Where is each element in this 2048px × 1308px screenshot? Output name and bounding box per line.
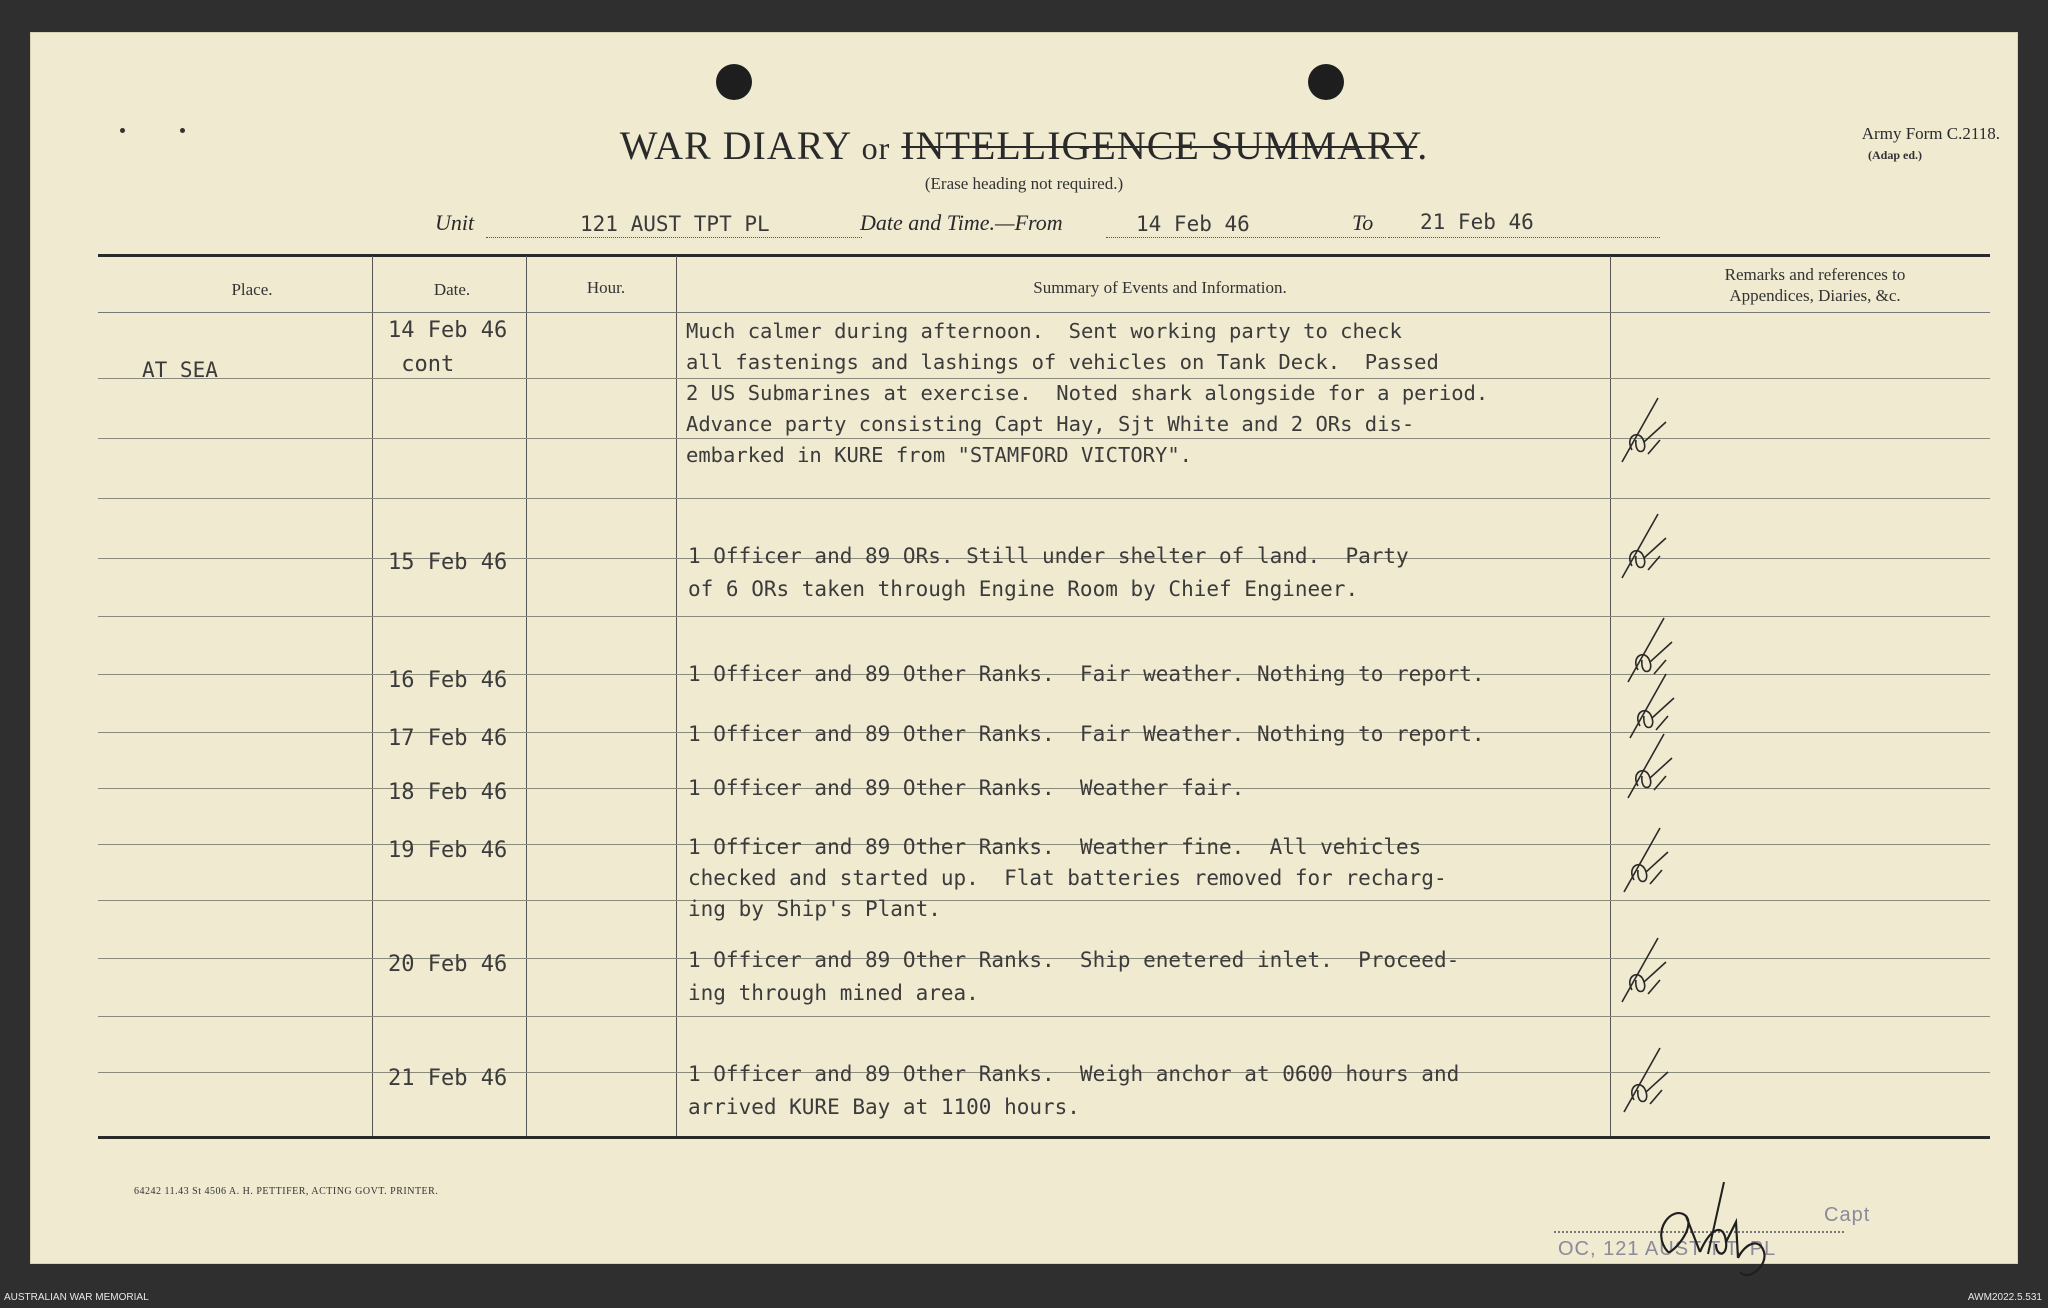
column-header-place: Place. — [231, 280, 273, 299]
footer-right: AWM2022.5.531 — [1967, 1292, 2042, 1303]
entry-date: 14 Feb 46 cont — [388, 318, 508, 377]
entry-date: 15 Feb 46 — [388, 550, 508, 575]
column-header-hour: Hour. — [586, 278, 626, 297]
entry-summary: 1 Officer and 89 Other Ranks. Ship enetered inlet. Proceed- ing through mined area. — [688, 948, 1460, 1005]
column-divider — [372, 256, 373, 1136]
entry-summary: 1 Officer and 89 Other Ranks. Weigh anchor at 0600 hours and arrived KURE Bay at 1100 hours. — [688, 1062, 1460, 1119]
unit-label: Unit — [435, 210, 475, 235]
handwritten-initials — [1620, 728, 1680, 808]
entry-summary: Much calmer during afternoon. Sent working party to check all fastenings and lashings of vehicles on Tank Deck. Passed 2 US Submarines at exercise. Noted shark alongside for a period. Advance party consisting Capt Hay, Sjt White and 2 ORs dis- embarked in KURE from "STAMFORD VICTORY". — [686, 319, 1489, 467]
entry-summary: 1 Officer and 89 Other Ranks. Fair Weather. Nothing to report. — [688, 722, 1485, 746]
table-top-rule — [98, 254, 1990, 257]
entry-date: 18 Feb 46 — [388, 780, 508, 805]
war-diary-sheet — [30, 32, 2018, 1264]
page-title: WAR DIARY or INTELLIGENCE SUMMARY. — [619, 123, 1429, 168]
handwritten-signature — [1540, 1182, 1960, 1282]
entry-summary: 1 Officer and 89 Other Ranks. Weather fine. All vehicles checked and started up. Flat batteries removed for recharg- ing by Ship's Plant. — [688, 835, 1447, 921]
date-from-dotline — [1106, 236, 1386, 238]
header-rule — [98, 312, 1990, 313]
entry-summary: 1 Officer and 89 Other Ranks. Fair weather. Nothing to report. — [688, 662, 1485, 686]
unit-value: 121 AUST TPT PL — [580, 212, 770, 236]
entry-date: 19 Feb 46 — [388, 838, 508, 863]
row-rule — [98, 1016, 1990, 1017]
column-divider — [1610, 256, 1611, 1136]
erase-note: (Erase heading not required.) — [924, 174, 1124, 193]
handwritten-initials — [1614, 392, 1674, 472]
entry-date: 20 Feb 46 — [388, 952, 508, 977]
date-to-label: To — [1352, 210, 1374, 235]
handwritten-initials — [1616, 822, 1676, 902]
entry-summary: 1 Officer and 89 Other Ranks. Weather fair. — [688, 776, 1245, 800]
column-divider — [526, 256, 527, 1136]
entry-summary: 1 Officer and 89 ORs. Still under shelter of land. Party of 6 ORs taken through Engine Room by Chief Engineer. — [688, 544, 1409, 601]
footer-left: AUSTRALIAN WAR MEMORIAL — [4, 1292, 149, 1303]
date-to-value: 21 Feb 46 — [1420, 210, 1534, 234]
date-to-dotline — [1388, 236, 1660, 238]
handwritten-initials — [1614, 508, 1674, 588]
signature-rank: Capt — [1824, 1204, 1871, 1226]
handwritten-initials — [1616, 1042, 1676, 1122]
unit-stamp: OC, 121 AUST T.T. PL — [1558, 1238, 1777, 1260]
handwritten-initials — [1614, 932, 1674, 1012]
place-entry: AT SEA — [142, 358, 218, 382]
form-adapted: (Adap ed.) — [1867, 148, 1922, 162]
date-time-label: Date and Time.—From — [860, 210, 1063, 235]
column-header-remarks: Remarks and references to Appendices, Diaries, &c. — [1724, 265, 1906, 305]
row-rule — [98, 498, 1990, 499]
row-rule — [98, 616, 1990, 617]
struck-heading: INTELLIGENCE SUMMARY — [901, 123, 1418, 168]
table-bottom-rule — [98, 1136, 1990, 1139]
column-divider — [676, 256, 677, 1136]
column-header-summary: Summary of Events and Information. — [1033, 278, 1287, 297]
entry-date: 17 Feb 46 — [388, 726, 508, 751]
date-from-value: 14 Feb 46 — [1136, 212, 1250, 236]
form-number: Army Form C.2118. — [1861, 124, 2000, 143]
entry-date: 16 Feb 46 — [388, 668, 508, 693]
entry-date: 21 Feb 46 — [388, 1066, 508, 1091]
punch-hole-left — [716, 64, 752, 100]
punch-hole-right — [1308, 64, 1344, 100]
column-header-date: Date. — [433, 280, 471, 299]
unit-dotline — [486, 236, 862, 238]
printer-imprint: 64242 11.43 St 4506 A. H. PETTIFER, ACTING GOVT. PRINTER. — [134, 1186, 439, 1197]
